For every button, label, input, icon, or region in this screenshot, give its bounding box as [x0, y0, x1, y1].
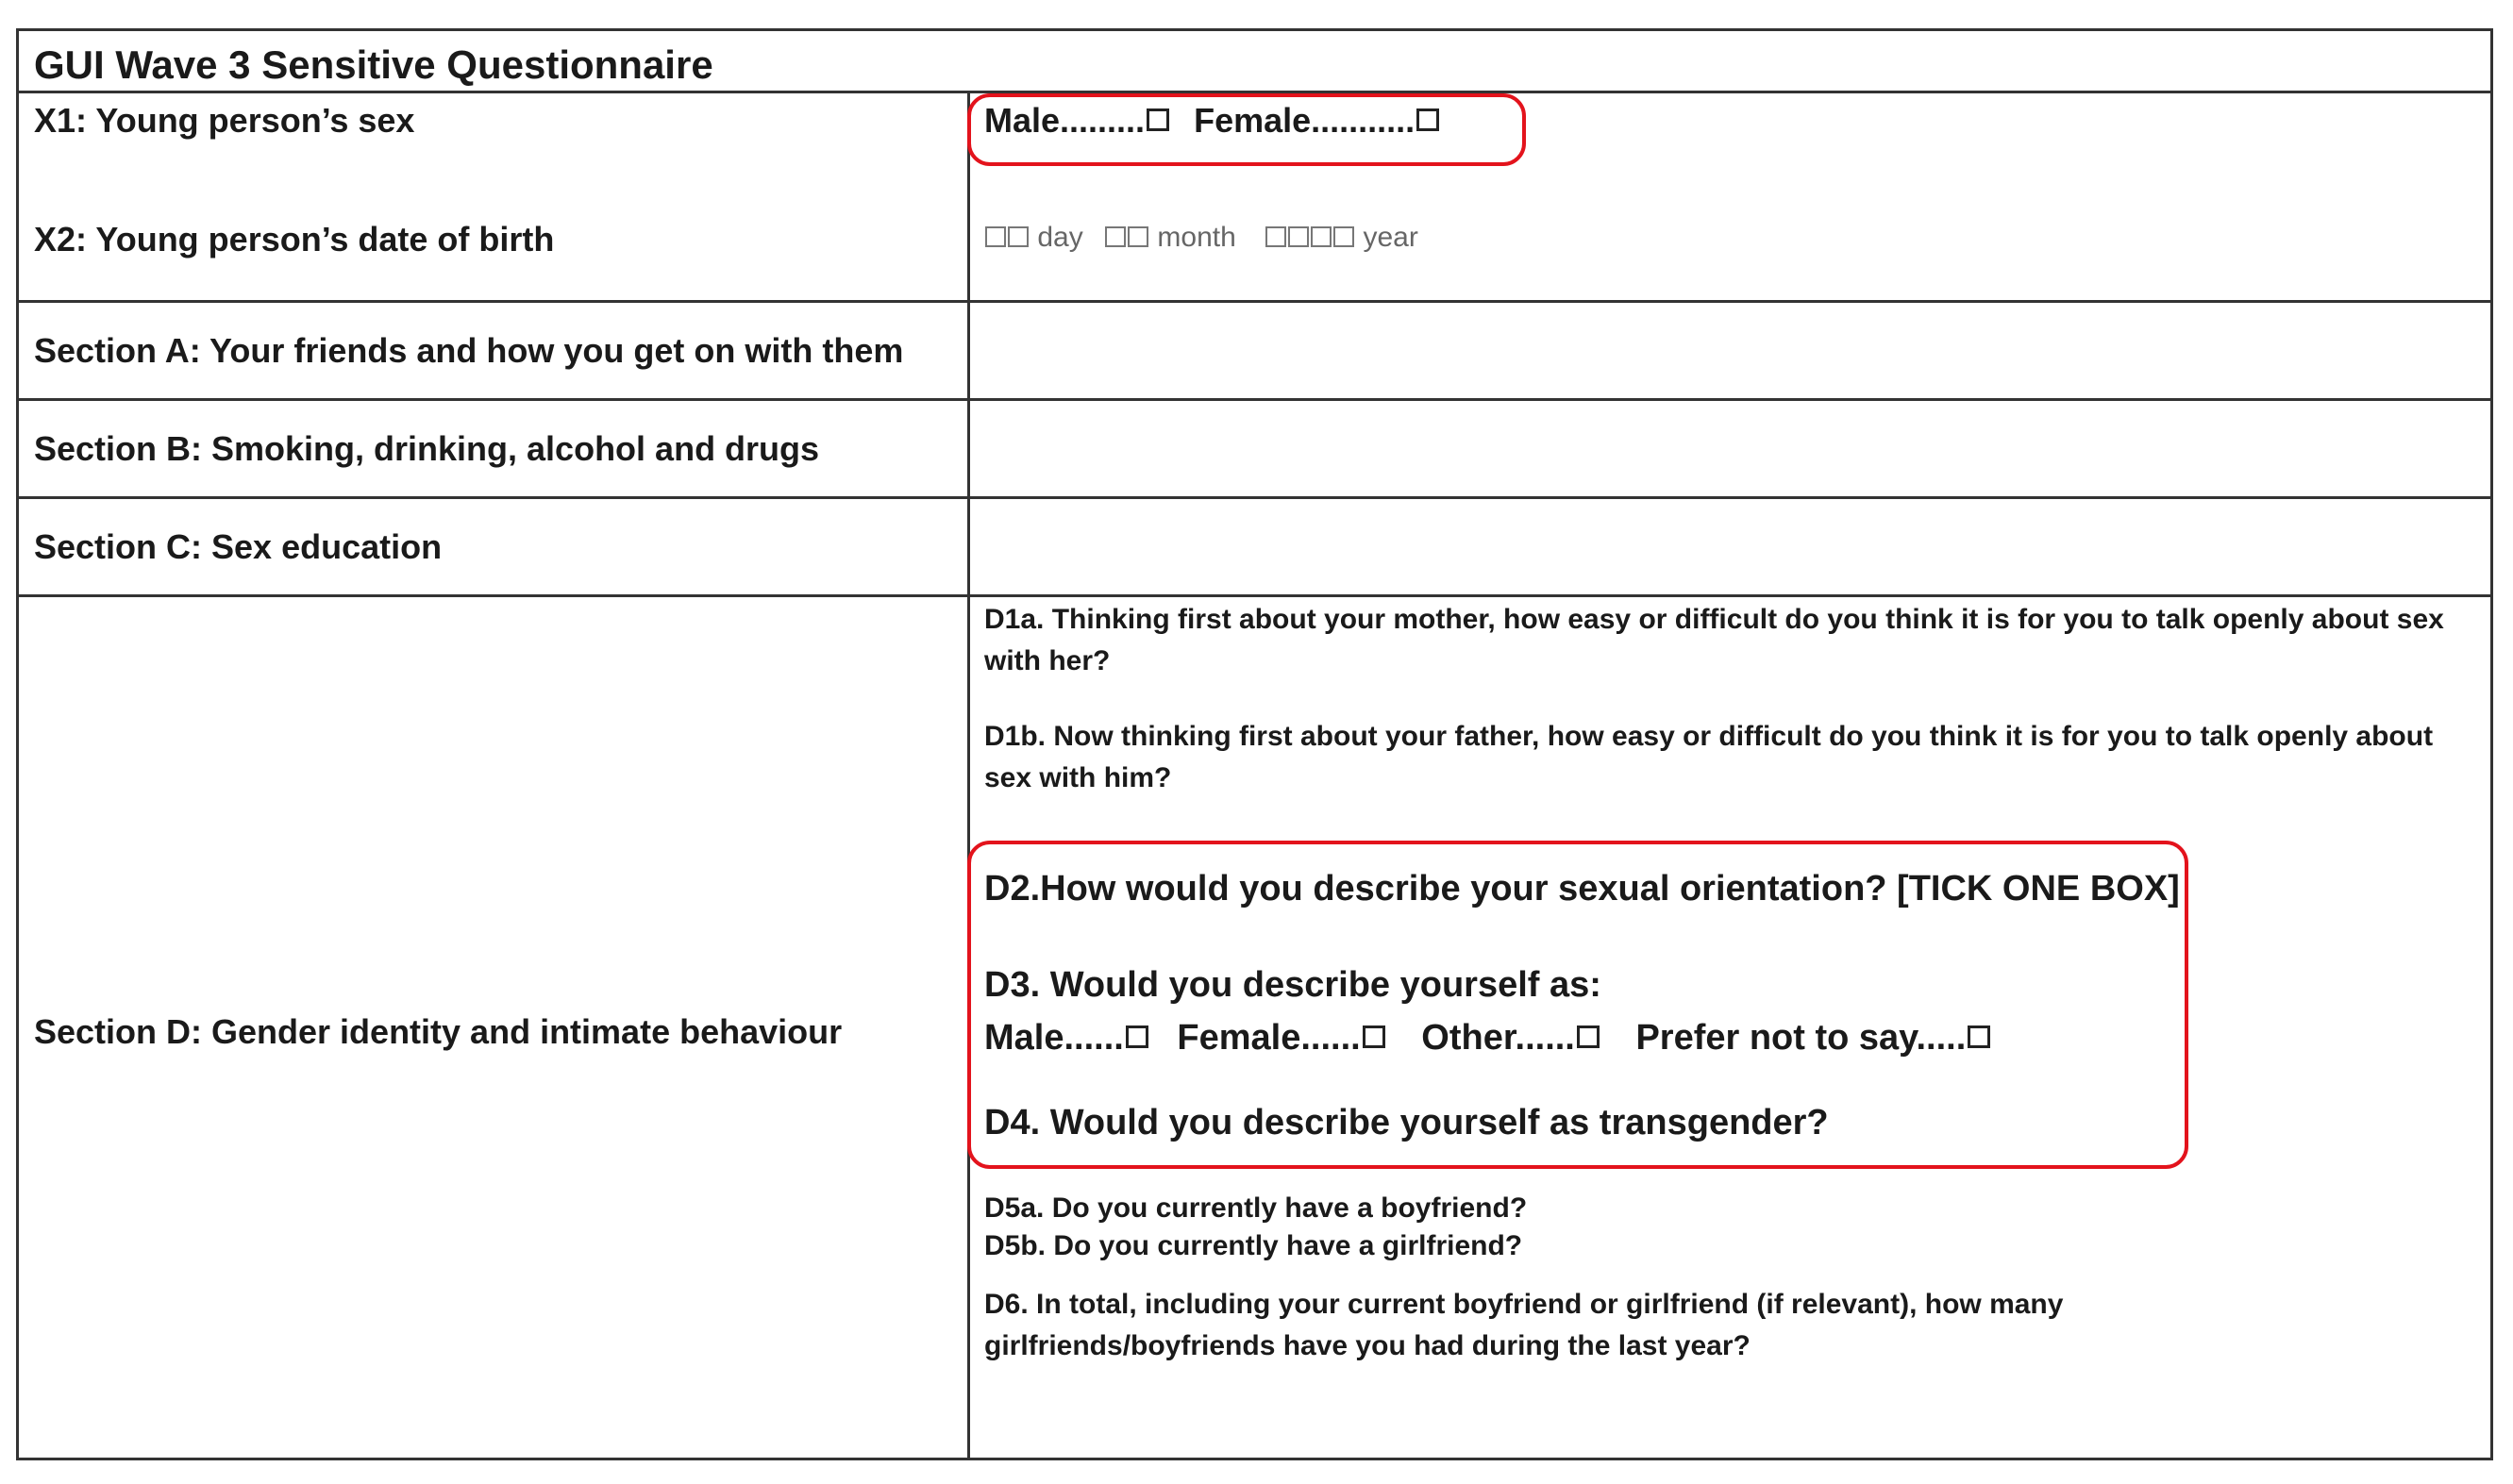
section-d-label: Section D: Gender identity and intimate behaviour [34, 1012, 843, 1051]
x1-female-label: Female........... [1194, 101, 1416, 140]
d3-female-label: Female...... [1177, 1018, 1361, 1058]
dob-year-digit-2[interactable] [1288, 226, 1309, 247]
x2-label: X2: Young person’s date of birth [34, 220, 555, 258]
question-d1a: D1a. Thinking first about your mother, how easy or difficult do you think it is for you to talk openly about sex with her? [984, 604, 2444, 676]
dob-fields [984, 222, 1418, 254]
dob-year-digit-4[interactable] [1333, 226, 1354, 247]
highlight-box-gender [967, 841, 2188, 1169]
question-d1b: D1b. Now thinking first about your father, how easy or difficult do you think it is for you to talk openly about sex with him? [984, 721, 2434, 793]
dob-month-label: month [1157, 222, 1236, 253]
question-d5a: D5a. Do you currently have a boyfriend? [984, 1192, 1528, 1224]
row-divider [19, 496, 2490, 499]
questionnaire-table [16, 28, 2493, 1460]
d3-other-label: Other...... [1421, 1018, 1575, 1058]
d3-male-label: Male...... [984, 1018, 1124, 1058]
section-c-label: Section C: Sex education [34, 527, 443, 566]
dob-day-digit-2[interactable] [1008, 226, 1029, 247]
dob-month-digit-2[interactable] [1128, 226, 1148, 247]
dob-month-digit-1[interactable] [1105, 226, 1126, 247]
dob-day-digit-1[interactable] [985, 226, 1006, 247]
d3-prefer-not-label: Prefer not to say..... [1635, 1018, 1967, 1058]
question-d6: D6. In total, including your current boyfriend or girlfriend (if relevant), how many girlfriends/boyfriends have you had during the last year? [984, 1289, 2064, 1361]
dob-day-label: day [1037, 222, 1083, 253]
dob-year-digit-1[interactable] [1265, 226, 1286, 247]
x1-male-label: Male......... [984, 101, 1146, 140]
section-a-label: Section A: Your friends and how you get on with them [34, 331, 904, 370]
questionnaire-title: GUI Wave 3 Sensitive Questionnaire [34, 42, 713, 87]
dob-year-label: year [1363, 222, 1418, 253]
question-d5b: D5b. Do you currently have a girlfriend? [984, 1230, 1523, 1261]
row-divider [19, 300, 2490, 303]
dob-year-digit-3[interactable] [1311, 226, 1332, 247]
x1-label: X1: Young person’s sex [34, 101, 415, 140]
highlight-box-sex [967, 93, 1526, 166]
column-divider [967, 91, 970, 1458]
row-divider [19, 398, 2490, 401]
question-d4: D4. Would you describe yourself as transgender? [984, 1103, 1829, 1142]
question-d2: D2.How would you describe your sexual orientation? [TICK ONE BOX] [984, 869, 2180, 909]
question-d3: D3. Would you describe yourself as: [984, 965, 1601, 1005]
section-b-label: Section B: Smoking, drinking, alcohol and drugs [34, 429, 820, 468]
row-divider [19, 594, 2490, 597]
